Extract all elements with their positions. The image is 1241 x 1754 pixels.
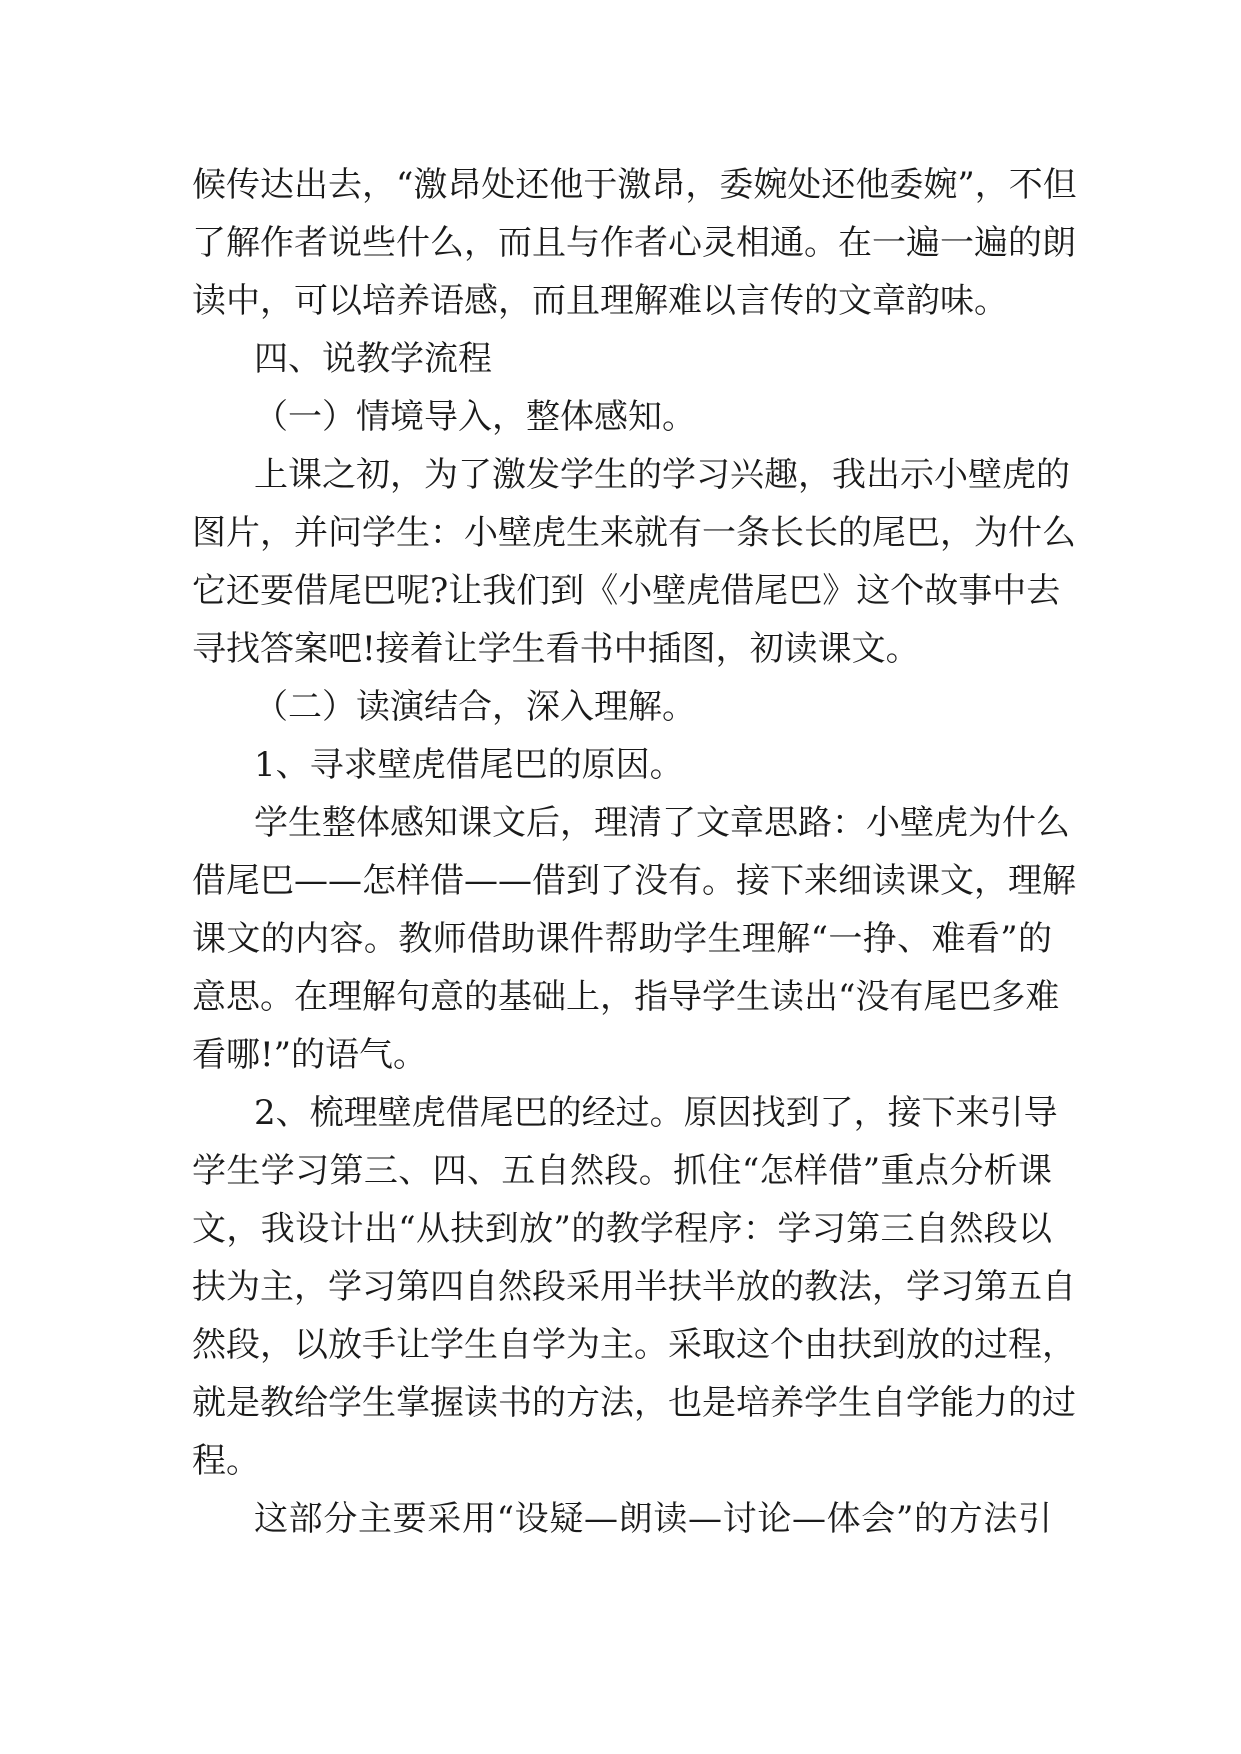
text-line: 意思。在理解句意的基础上，指导学生读出“没有尾巴多难 <box>192 977 1060 1017</box>
text-line: 就是教给学生掌握读书的方法，也是培养学生自学能力的过 <box>192 1383 1076 1423</box>
numbered-item: 2、梳理壁虎借尾巴的经过。原因找到了，接下来引导 <box>254 1093 1058 1133</box>
subsection-heading: （二）读演结合，深入理解。 <box>254 687 696 727</box>
text-line: 候传达出去，“激昂处还他于激昂，委婉处还他委婉”，不但 <box>192 165 1077 205</box>
text-line: 看哪!”的语气。 <box>192 1035 428 1075</box>
document-body <box>192 156 1077 1548</box>
text-line: 了解作者说些什么，而且与作者心灵相通。在一遍一遍的朗 <box>192 223 1076 263</box>
text-line: 读中，可以培养语感，而且理解难以言传的文章韵味。 <box>192 281 1008 321</box>
text-line: 程。 <box>192 1441 260 1481</box>
text-line: 图片，并问学生：小壁虎生来就有一条长长的尾巴，为什么 <box>192 513 1076 553</box>
text-line: 学生学习第三、四、五自然段。抓住“怎样借”重点分析课 <box>192 1151 1052 1191</box>
text-line: 文，我设计出“从扶到放”的教学程序：学习第三自然段以 <box>192 1209 1052 1249</box>
text-line: 扶为主，学习第四自然段采用半扶半放的教法，学习第五自 <box>192 1267 1076 1307</box>
section-heading: 四、说教学流程 <box>254 339 492 379</box>
text-line: 上课之初，为了激发学生的学习兴趣，我出示小壁虎的 <box>254 455 1070 495</box>
text-line: 课文的内容。教师借助课件帮助学生理解“一挣、难看”的 <box>192 919 1052 959</box>
text-line: 然段，以放手让学生自学为主。采取这个由扶到放的过程， <box>192 1325 1076 1365</box>
text-line: 它还要借尾巴呢?让我们到《小壁虎借尾巴》这个故事中去 <box>192 571 1061 611</box>
subsection-heading: （一）情境导入，整体感知。 <box>254 397 696 437</box>
text-line: 学生整体感知课文后，理清了文章思路：小壁虎为什么 <box>254 803 1070 843</box>
text-line: 寻找答案吧!接着让学生看书中插图，初读课文。 <box>192 629 920 669</box>
numbered-item: 1、寻求壁虎借尾巴的原因。 <box>254 745 684 785</box>
text-line: 借尾巴——怎样借——借到了没有。接下来细读课文，理解 <box>192 861 1076 901</box>
text-line: 这部分主要采用“设疑—朗读—讨论—体会”的方法引 <box>254 1499 1052 1539</box>
